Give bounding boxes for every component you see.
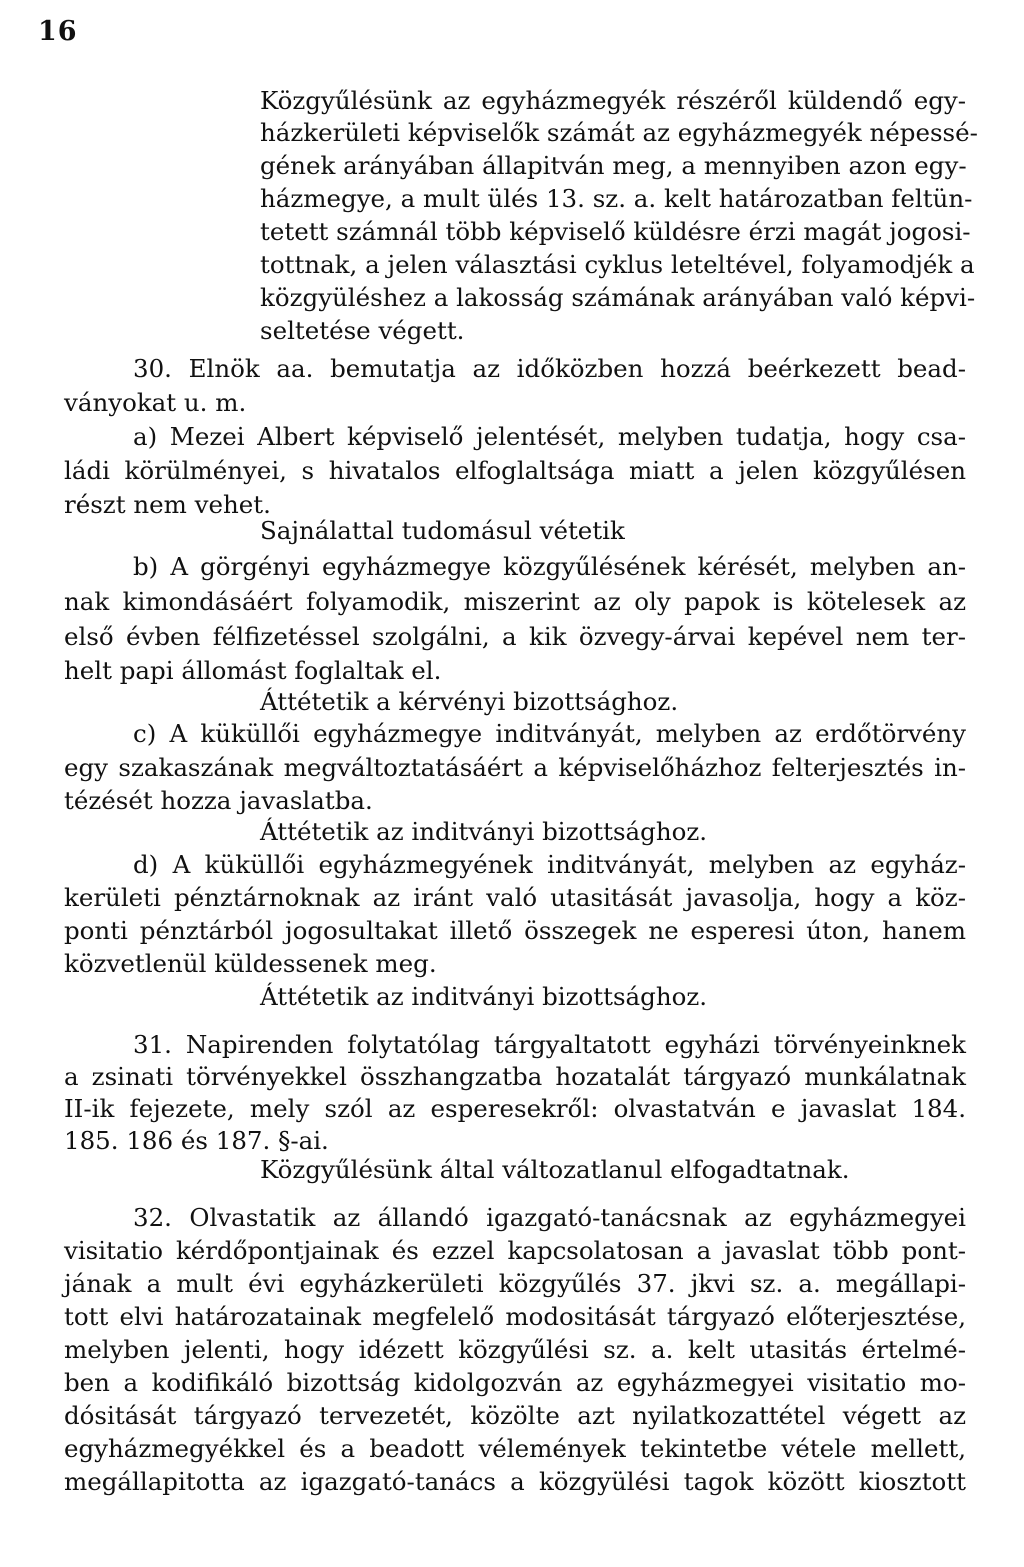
text-line: házmegye, a mult ülés 13. sz. a. kelt határozatban feltün- <box>260 184 973 213</box>
text-line: közvetlenül küldessenek meg. <box>64 949 437 978</box>
text-line: dósitását tárgyazó tervezetét, közölte azt nyilatkozattétel végett az <box>64 1401 966 1430</box>
text-line: ványokat u. m. <box>64 388 247 417</box>
page-number: 16 <box>38 16 78 47</box>
text-line: ben a kodifikáló bizottság kidolgozván az egyházmegyei visitatio mo- <box>64 1368 966 1397</box>
text-line: seltetése végett. <box>260 316 465 345</box>
text-line: nak kimondásáért folyamodik, miszerint az oly papok is kötelesek az <box>64 587 966 616</box>
text-line: helt papi állomást foglaltak el. <box>64 656 442 685</box>
text-line: tézését hozza javaslatba. <box>64 786 373 815</box>
text-line: a zsinati törvényekkel összhangzatba hozatalát tárgyazó munkálatnak <box>64 1062 966 1091</box>
section-31-line: 31. Napirenden folytatólag tárgyaltatott egyházi törvényeinknek <box>133 1030 966 1059</box>
text-line: házkerületi képviselők számát az egyházmegyék népessé- <box>260 118 978 147</box>
section-32-line: 32. Olvastatik az állandó igazgató-tanácsnak az egyházmegyei <box>133 1203 966 1232</box>
text-line: tott elvi határozatainak megfelelő modositását tárgyazó előterjesztése, <box>64 1302 966 1331</box>
text-line: egy szakaszának megváltoztatásáért a képviselőházhoz felterjesztés in- <box>64 753 966 782</box>
text-line: egyházmegyékkel és a beadott vélemények tekintetbe vétele mellett, <box>64 1434 966 1463</box>
decision-line: Áttétetik az inditványi bizottsághoz. <box>260 817 708 846</box>
decision-line: Közgyűlésünk által változatlanul elfogadtatnak. <box>260 1155 850 1184</box>
text-line: részt nem vehet. <box>64 490 271 519</box>
text-line: megállapitotta az igazgató-tanács a közgyülési tagok között kiosztott <box>64 1467 966 1496</box>
text-line: II-ik fejezete, mely szól az esperesekről: olvastatván e javaslat 184. <box>64 1094 966 1123</box>
text-line: melyben jelenti, hogy idézett közgyűlési sz. a. kelt utasitás értelmé- <box>64 1335 966 1364</box>
item-c-line: c) A küküllői egyházmegye inditványát, melyben az erdőtörvény <box>133 719 966 748</box>
decision-line: Sajnálattal tudomásul vétetik <box>260 516 625 545</box>
text-line: tetett számnál több képviselő küldésre érzi magát jogosi- <box>260 217 971 246</box>
text-line: ponti pénztárból jogosultakat illető összegek ne esperesi úton, hanem <box>64 916 966 945</box>
text-line: tottnak, a jelen választási cyklus leteltével, folyamodjék a <box>260 250 975 279</box>
text-line: visitatio kérdőpontjainak és ezzel kapcsolatosan a javaslat több pont- <box>64 1236 966 1265</box>
text-line: közgyüléshez a lakosság számának arányában való képvi- <box>260 283 976 312</box>
text-line: első évben félfizetéssel szolgálni, a kik özvegy-árvai kepével nem ter- <box>64 622 966 651</box>
text-line: Közgyűlésünk az egyházmegyék részéről küldendő egy- <box>260 86 966 115</box>
text-line: gének arányában állapitván meg, a mennyiben azon egy- <box>260 151 967 180</box>
item-b-line: b) A görgényi egyházmegye közgyűlésének kérését, melyben an- <box>133 552 966 581</box>
item-a-line: a) Mezei Albert képviselő jelentését, melyben tudatja, hogy csa- <box>133 422 966 451</box>
text-line: jának a mult évi egyházkerületi közgyűlés 37. jkvi sz. a. megállapi- <box>64 1269 966 1298</box>
section-30-line: 30. Elnök aa. bemutatja az időközben hozzá beérkezett bead- <box>133 354 966 383</box>
decision-line: Áttétetik az inditványi bizottsághoz. <box>260 982 708 1011</box>
text-line: ládi körülményei, s hivatalos elfoglaltsága miatt a jelen közgyűlésen <box>64 456 966 485</box>
decision-line: Áttétetik a kérvényi bizottsághoz. <box>260 687 679 716</box>
text-line: 185. 186 és 187. §-ai. <box>64 1126 329 1155</box>
text-line: kerületi pénztárnoknak az iránt való utasitását javasolja, hogy a köz- <box>64 883 966 912</box>
item-d-line: d) A küküllői egyházmegyének inditványát, melyben az egyház- <box>133 850 966 879</box>
